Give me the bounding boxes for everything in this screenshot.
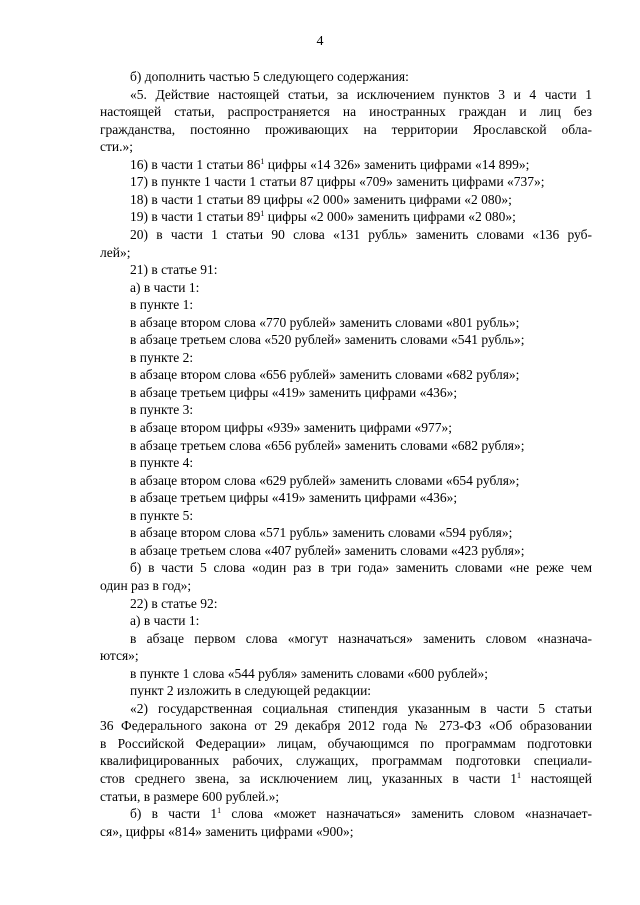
text-line: ются»;: [100, 648, 139, 664]
text-line: лей»;: [100, 244, 131, 260]
text-line: 16) в части 1 статьи $86^1$ цифры «14 326» заменить цифрами «14 899»;: [130, 156, 530, 172]
text-line: 21) в статье 91:: [130, 262, 218, 278]
text-line: 17) в пункте 1 части 1 статьи 87 цифры «709» заменить цифрами «737»;: [130, 174, 545, 190]
text-line: квалифицированных рабочих, служащих, программам подготовки специали-: [100, 753, 592, 769]
text-line: б) дополнить частью 5 следующего содержания:: [130, 69, 409, 84]
text-line: а) в части 1:: [130, 613, 200, 629]
text-line: в абзаце третьем цифры «419» заменить цифрами «436»;: [130, 490, 458, 506]
text-line: в абзаце третьем слова «407 рублей» заменить словами «423 рубля»;: [130, 542, 525, 558]
text-line: 20) в части 1 статьи 90 слова «131 рубль» заменить словами «136 руб-: [130, 226, 592, 242]
text-line: ся», цифры «814» заменить цифрами «900»;: [100, 823, 354, 839]
text-line: а) в части 1:: [130, 279, 200, 295]
text-line: в абзаце третьем слова «520 рублей» заменить словами «541 рубль»;: [130, 332, 525, 348]
text-line: настоящей статьи, распространяется на иностранных граждан и лиц без: [100, 104, 592, 120]
text-line: в абзаце втором цифры «939» заменить цифрами «977»;: [130, 420, 453, 435]
text-line: стов среднего звена, за исключением лиц, указанных в части $1^1$ настоящей: [100, 771, 592, 786]
text-line: «2) государственная социальная стипендия указанным в части 5 статьи: [130, 700, 592, 716]
page-number: 4: [316, 34, 324, 49]
text-line: в пункте 1:: [130, 297, 194, 313]
text-line: в абзаце первом слова «могут назначаться» заменить словом «назнача-: [130, 630, 592, 646]
text-line: 19) в части 1 статьи $89^1$ цифры «2 000» заменить цифрами «2 080»;: [130, 209, 516, 225]
text-line: в абзаце втором слова «656 рублей» заменить словами «682 рубля»;: [130, 367, 520, 383]
text-line: «5. Действие настоящей статьи, за исключением пунктов 3 и 4 части 1: [130, 86, 592, 102]
text-line: 36 Федерального закона от 29 декабря 2012 года № 273-ФЗ «Об образовании: [100, 718, 592, 734]
text-line: в Российской Федерации» лицам, обучающимся по программам подготовки: [100, 735, 592, 751]
text-line: в абзаце втором слова «571 рубль» заменить словами «594 рубля»;: [130, 525, 513, 541]
text-line: 18) в части 1 статьи 89 цифры «2 000» заменить цифрами «2 080»;: [130, 191, 512, 207]
text-line: статьи, в размере 600 рублей.»;: [100, 788, 280, 804]
text-line: сти.»;: [100, 139, 133, 155]
text-line: в абзаце втором слова «629 рублей» заменить словами «654 рубля»;: [130, 472, 520, 488]
text-line: гражданства, постоянно проживающих на территории Ярославской обла-: [100, 121, 592, 137]
text-line: в пункте 3:: [130, 402, 194, 418]
text-line: пункт 2 изложить в следующей редакции:: [130, 683, 372, 699]
text-line: в пункте 2:: [130, 349, 194, 365]
text-line: 22) в статье 92:: [130, 595, 218, 611]
text-line: в пункте 5:: [130, 507, 194, 523]
text-line: один раз в год»;: [100, 577, 192, 593]
text-line: в абзаце третьем слова «656 рублей» заменить словами «682 рубля»;: [130, 437, 525, 453]
text-line: в абзаце третьем цифры «419» заменить цифрами «436»;: [130, 384, 458, 400]
text-line: в пункте 4:: [130, 455, 194, 471]
text-line: в абзаце втором слова «770 рублей» заменить словами «801 рубль»;: [130, 314, 520, 330]
text-line: в пункте 1 слова «544 рубля» заменить словами «600 рублей»;: [130, 665, 488, 681]
text-line: б) в части 5 слова «один раз в три года» заменить словами «не реже чем: [130, 560, 592, 576]
text-line: б) в части $1^1$ слова «может назначаться» заменить словом «назначает-: [130, 806, 593, 822]
